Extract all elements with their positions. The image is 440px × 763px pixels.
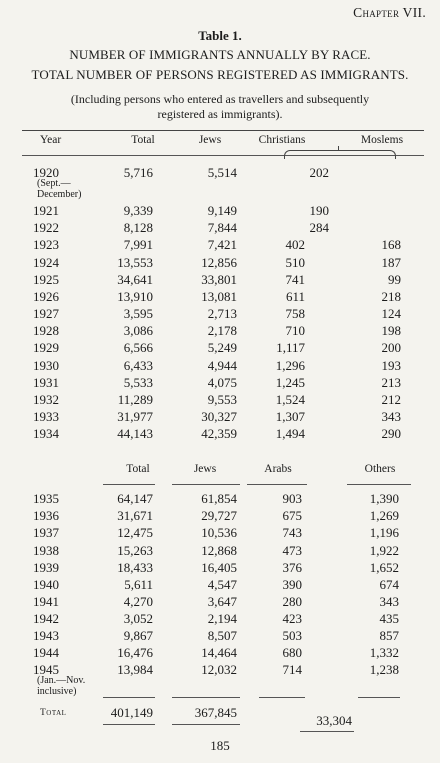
cell-total: 5,716: [123, 165, 153, 180]
row-year: 1941: [33, 594, 59, 609]
row-year: 1931: [33, 375, 59, 390]
combined-brace: [284, 150, 396, 159]
row-year: 1926: [33, 289, 59, 304]
column-header: Moslems: [360, 134, 404, 146]
cell-jews: 16,405: [201, 560, 237, 575]
cell-christians: 758: [285, 306, 305, 321]
cell-total: 5,611: [124, 577, 153, 592]
cell-arabs: 390: [282, 577, 302, 592]
cell-christians: 611: [285, 289, 305, 304]
header-underline: [103, 484, 155, 485]
cell-christians: 710: [285, 323, 305, 338]
cell-jews: 42,359: [201, 426, 237, 441]
row-year: 1929: [33, 340, 59, 355]
cell-jews: 5,249: [207, 340, 237, 355]
row-year: 1943: [33, 628, 59, 643]
cell-others: 1,652: [369, 560, 399, 575]
cell-jews: 12,032: [201, 662, 237, 677]
cell-others: 1,269: [369, 508, 399, 523]
table-label: Table 1.: [198, 28, 242, 43]
cell-arabs: 503: [282, 628, 302, 643]
cell-total: 3,086: [123, 323, 153, 338]
row-year: 1944: [33, 645, 59, 660]
total-jews: 367,845: [194, 705, 237, 720]
cell-others: 1,922: [369, 543, 399, 558]
cell-total: 64,147: [117, 491, 153, 506]
cell-jews: 4,944: [207, 358, 237, 373]
table-title-line2: TOTAL NUMBER OF PERSONS REGISTERED AS IMMIGRANTS.: [31, 67, 409, 82]
cell-moslems: 343: [381, 409, 401, 424]
cell-others: 1,332: [369, 645, 399, 660]
total-rule: [358, 697, 400, 698]
column-header: Jews: [193, 463, 217, 475]
cell-christians-moslems: 202: [309, 165, 329, 180]
column-header: Total: [126, 463, 150, 475]
table-note-line1: (Including persons who entered as travellers and subsequently: [70, 92, 370, 106]
cell-others: 435: [379, 611, 399, 626]
row-year: 1924: [33, 255, 59, 270]
total-rule: [103, 697, 155, 698]
cell-total: 7,991: [123, 237, 153, 252]
row-year: 1937: [33, 525, 59, 540]
column-header: Year: [40, 134, 62, 146]
row-year: 1935: [33, 491, 59, 506]
cell-total: 8,128: [123, 220, 153, 235]
total-non-jews: 33,304: [316, 713, 352, 728]
row-year: 1936: [33, 508, 59, 523]
cell-christians-moslems: 190: [309, 203, 329, 218]
cell-others: 1,390: [369, 491, 399, 506]
cell-arabs: 743: [282, 525, 302, 540]
cell-christians: 1,245: [275, 375, 305, 390]
cell-moslems: 198: [381, 323, 401, 338]
cell-total: 6,566: [123, 340, 153, 355]
page-number: 185: [210, 738, 230, 753]
cell-arabs: 473: [282, 543, 302, 558]
cell-jews: 7,421: [207, 237, 237, 252]
row-year: 1922: [33, 220, 59, 235]
cell-jews: 4,075: [207, 375, 237, 390]
column-header: Christians: [258, 134, 306, 146]
cell-others: 1,238: [369, 662, 399, 677]
cell-jews: 2,713: [207, 306, 237, 321]
total-rule: [259, 697, 305, 698]
row-year: 1921: [33, 203, 59, 218]
cell-moslems: 168: [381, 237, 401, 252]
cell-moslems: 218: [381, 289, 401, 304]
cell-jews: 2,178: [207, 323, 237, 338]
total-bottom-rule: [300, 731, 354, 732]
cell-arabs: 680: [282, 645, 302, 660]
cell-total: 16,476: [117, 645, 153, 660]
cell-arabs: 675: [282, 508, 302, 523]
cell-moslems: 193: [381, 358, 401, 373]
cell-jews: 5,514: [207, 165, 237, 180]
cell-arabs: 280: [282, 594, 302, 609]
cell-others: 343: [379, 594, 399, 609]
cell-total: 44,143: [117, 426, 153, 441]
cell-christians: 1,307: [275, 409, 305, 424]
cell-total: 11,289: [117, 392, 153, 407]
row-year: 1940: [33, 577, 59, 592]
cell-total: 3,052: [123, 611, 153, 626]
cell-jews: 9,149: [207, 203, 237, 218]
table-title-line1: NUMBER OF IMMIGRANTS ANNUALLY BY RACE.: [69, 47, 371, 62]
combined-brace-tip: [338, 146, 339, 151]
column-header: Arabs: [264, 463, 292, 475]
header-underline: [172, 484, 240, 485]
cell-arabs: 714: [282, 662, 302, 677]
row-year: 1933: [33, 409, 59, 424]
cell-christians-moslems: 284: [309, 220, 329, 235]
cell-jews: 7,844: [207, 220, 237, 235]
cell-moslems: 187: [381, 255, 401, 270]
cell-christians: 1,524: [275, 392, 305, 407]
row-year: 1930: [33, 358, 59, 373]
cell-total: 15,263: [117, 543, 153, 558]
table-note: [0, 92, 440, 122]
row-year: 1927: [33, 306, 59, 321]
total-row-label: Total: [40, 708, 67, 718]
cell-others: 674: [379, 577, 399, 592]
cell-total: 13,910: [117, 289, 153, 304]
cell-jews: 33,801: [201, 272, 237, 287]
cell-jews: 12,856: [201, 255, 237, 270]
cell-christians: 510: [285, 255, 305, 270]
year-note-1945-line2: inclusive): [37, 686, 77, 697]
column-header: Others: [364, 463, 396, 475]
column-header: Total: [131, 134, 155, 146]
cell-jews: 10,536: [201, 525, 237, 540]
year-note-1945-line1: (Jan.—Nov.: [37, 675, 86, 686]
cell-others: 1,196: [369, 525, 399, 540]
cell-total: 12,475: [117, 525, 153, 540]
total-rule: [172, 697, 240, 698]
cell-others: 857: [379, 628, 399, 643]
row-year: 1939: [33, 560, 59, 575]
cell-total: 31,977: [117, 409, 153, 424]
cell-total: 13,553: [117, 255, 153, 270]
cell-total: 3,595: [123, 306, 153, 321]
cell-jews: 4,547: [207, 577, 237, 592]
cell-christians: 1,494: [275, 426, 305, 441]
cell-total: 34,641: [117, 272, 153, 287]
cell-jews: 13,081: [201, 289, 237, 304]
cell-christians: 1,296: [275, 358, 305, 373]
cell-moslems: 213: [381, 375, 401, 390]
cell-jews: 12,868: [201, 543, 237, 558]
row-year: 1934: [33, 426, 59, 441]
cell-total: 31,671: [117, 508, 153, 523]
cell-arabs: 376: [282, 560, 302, 575]
cell-total: 9,339: [123, 203, 153, 218]
cell-arabs: 423: [282, 611, 302, 626]
total-all: 401,149: [110, 705, 153, 720]
cell-moslems: 290: [381, 426, 401, 441]
cell-total: 9,867: [123, 628, 153, 643]
cell-jews: 3,647: [207, 594, 237, 609]
cell-moslems: 212: [381, 392, 401, 407]
cell-jews: 14,464: [201, 645, 237, 660]
header-underline: [247, 484, 307, 485]
row-year: 1923: [33, 237, 59, 252]
header-underline: [347, 484, 411, 485]
chapter-heading: Chapter VII.: [353, 5, 426, 20]
cell-moslems: 124: [381, 306, 401, 321]
cell-moslems: 99: [388, 272, 401, 287]
cell-jews: 30,327: [201, 409, 237, 424]
year-note-1920-line1: (Sept.—: [37, 178, 71, 189]
row-year: 1928: [33, 323, 59, 338]
cell-total: 6,433: [123, 358, 153, 373]
year-note-1920-line2: December): [37, 189, 82, 200]
total-bottom-rule: [172, 724, 240, 725]
total-bottom-rule: [103, 724, 155, 725]
cell-christians: 402: [285, 237, 305, 252]
cell-christians: 1,117: [276, 340, 305, 355]
cell-total: 18,433: [117, 560, 153, 575]
row-year: 1920: [33, 165, 59, 180]
row-year: 1938: [33, 543, 59, 558]
cell-jews: 8,507: [207, 628, 237, 643]
table-note-line2: registered as immigrants).: [157, 107, 283, 121]
cell-christians: 741: [285, 272, 305, 287]
row-year: 1925: [33, 272, 59, 287]
cell-arabs: 903: [282, 491, 302, 506]
cell-total: 5,533: [123, 375, 153, 390]
table-top-rule: [22, 130, 424, 131]
cell-jews: 29,727: [201, 508, 237, 523]
column-header: Jews: [198, 134, 222, 146]
cell-total: 4,270: [123, 594, 153, 609]
cell-moslems: 200: [381, 340, 401, 355]
cell-jews: 2,194: [207, 611, 237, 626]
row-year: 1932: [33, 392, 59, 407]
cell-jews: 9,553: [207, 392, 237, 407]
row-year: 1942: [33, 611, 59, 626]
cell-total: 13,984: [117, 662, 153, 677]
row-year: 1945: [33, 662, 59, 677]
cell-jews: 61,854: [201, 491, 237, 506]
